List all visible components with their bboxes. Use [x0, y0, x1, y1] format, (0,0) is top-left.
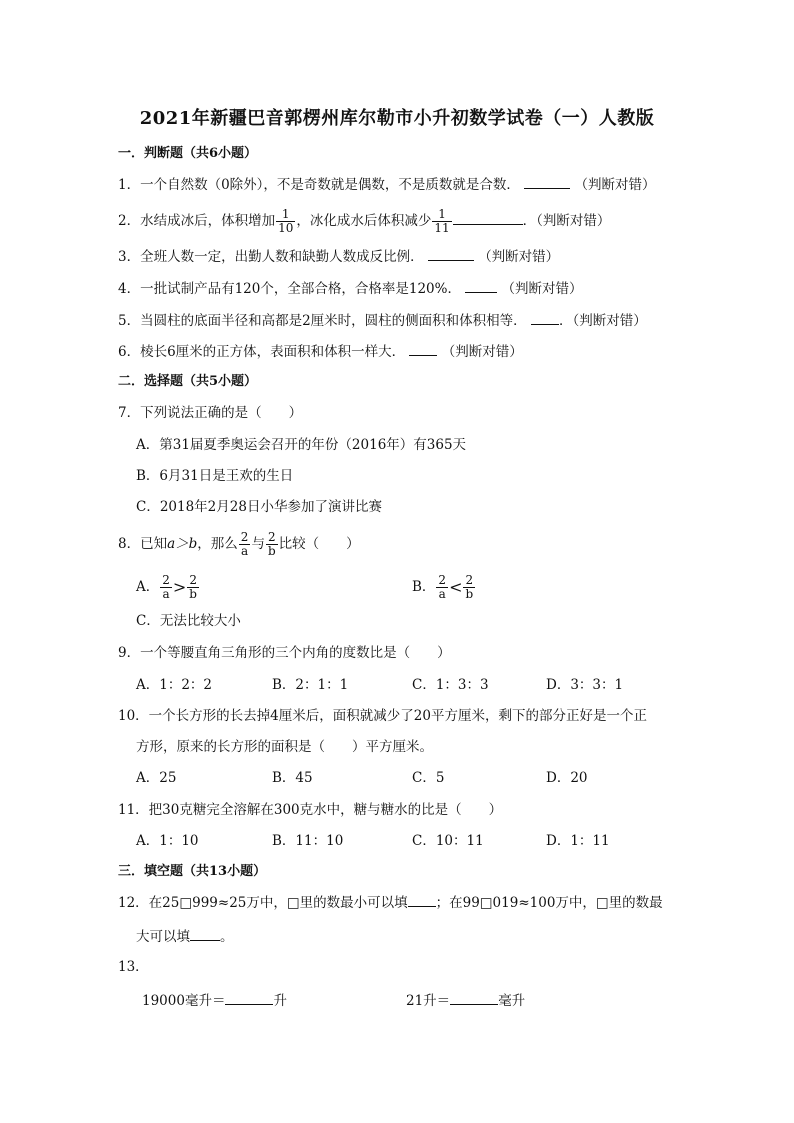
answer-blank[interactable] — [450, 990, 498, 1005]
fraction-numerator: 2 — [162, 573, 170, 587]
question-12-text-end: 大可以填 — [136, 929, 190, 945]
question-4-hint: （判断对错） — [501, 281, 583, 297]
option-10c[interactable]: C．5 — [412, 770, 445, 786]
section-heading-fill-in: 三．填空题（共13小题） — [118, 864, 267, 879]
question-2-hint: ．（判断对错） — [522, 213, 611, 229]
fraction-2-over-a — [239, 531, 251, 558]
option-11c[interactable]: C．10：11 — [412, 833, 484, 849]
question-9: 9．一个等腰直角三角形的三个内角的度数比是（ ） — [118, 645, 451, 661]
page-title: 2021年新疆巴音郭楞州库尔勒市小升初数学试卷（一）人教版 — [139, 108, 655, 129]
fraction-numerator: 2 — [266, 531, 278, 545]
fraction-denominator: 10 — [278, 221, 294, 235]
fraction-numerator: 2 — [438, 573, 447, 587]
question-12-line-2 — [136, 926, 234, 947]
question-6-hint: （判断对错） — [441, 344, 523, 360]
answer-blank[interactable] — [428, 246, 474, 261]
question-8-condition: a＞b — [167, 536, 198, 552]
question-8-with: 与 — [251, 536, 265, 552]
fraction-one-eleventh — [432, 208, 451, 235]
fraction-denominator: a — [241, 544, 249, 558]
section-heading-choice: 二．选择题（共5小题） — [118, 374, 258, 389]
fraction-denominator: b — [189, 587, 197, 601]
option-9c[interactable]: C．1：3：3 — [412, 677, 489, 693]
fraction-denominator: b — [465, 587, 474, 601]
fraction-numerator: 2 — [463, 574, 475, 588]
answer-blank[interactable] — [524, 174, 570, 189]
question-2 — [118, 208, 610, 235]
option-7b[interactable]: B．6月31日是王欢的生日 — [136, 468, 294, 484]
less-than-sign: < — [449, 577, 463, 597]
option-9b[interactable]: B．2：1：1 — [272, 677, 349, 693]
option-10b[interactable]: B．45 — [272, 770, 313, 786]
question-13-right — [406, 990, 525, 1011]
question-8-text-mid: ，那么 — [197, 536, 238, 552]
question-6-text: 6．棱长6厘米的正方体，表面积和体积一样大． — [118, 344, 406, 360]
fraction-2-over-b — [187, 574, 199, 601]
fraction-2-over-b — [266, 531, 278, 558]
question-2-text: 2．水结成冰后，体积增加 — [118, 213, 276, 229]
question-8-tail: 比较（ ） — [278, 536, 360, 552]
question-10-line-1: 10．一个长方形的长去掉4厘米后，面积就减少了20平方厘米，剩下的部分正好是一个正 — [118, 708, 647, 724]
question-13-left-unit: 升 — [273, 993, 287, 1009]
option-label: A． — [136, 579, 160, 595]
answer-blank[interactable] — [190, 926, 220, 941]
option-7a[interactable]: A．第31届夏季奥运会召开的年份（2016年）有365天 — [136, 437, 467, 453]
fraction-numerator: 2 — [240, 530, 249, 544]
option-9a[interactable]: A．1：2：2 — [136, 677, 213, 693]
option-10d[interactable]: D．20 — [546, 770, 588, 786]
option-8b[interactable] — [412, 574, 476, 601]
question-3 — [118, 246, 559, 267]
fraction-numerator: 2 — [187, 574, 199, 588]
answer-blank[interactable] — [225, 990, 273, 1005]
fraction-one-tenth — [276, 208, 295, 235]
question-1-text: 1．一个自然数（0除外），不是奇数就是偶数，不是质数就是合数． — [118, 177, 520, 193]
question-11: 11．把30克糖完全溶解在300克水中，糖与糖水的比是（ ） — [118, 802, 503, 818]
question-12-text: 12．在25□999≈25万中，□里的数最小可以填 — [118, 895, 408, 911]
option-11b[interactable]: B．11：10 — [272, 833, 344, 849]
answer-blank[interactable] — [408, 892, 436, 907]
question-13-label: 13． — [118, 959, 149, 975]
question-1 — [118, 174, 656, 195]
fraction-2-over-a — [160, 574, 172, 601]
fraction-denominator: a — [162, 587, 170, 601]
question-10-line-2: 方形，原来的长方形的面积是（ ）平方厘米。 — [136, 739, 433, 755]
answer-blank[interactable] — [465, 278, 497, 293]
fraction-numerator: 1 — [432, 208, 451, 222]
fraction-denominator: 11 — [434, 221, 450, 235]
question-4 — [118, 278, 583, 299]
answer-blank[interactable] — [409, 341, 437, 356]
question-3-text: 3．全班人数一定，出勤人数和缺勤人数成反比例． — [118, 249, 424, 265]
question-2-text-mid: ，冰化成水后体积减少 — [296, 213, 432, 229]
fraction-2-over-b — [463, 574, 475, 601]
option-8c[interactable]: C．无法比较大小 — [136, 613, 241, 629]
option-8a[interactable] — [136, 574, 200, 601]
question-8-text: 8．已知 — [118, 536, 168, 552]
greater-than-sign: > — [172, 577, 187, 597]
fraction-numerator: 1 — [276, 208, 295, 222]
fraction-denominator: a — [438, 587, 446, 601]
option-7c[interactable]: C．2018年2月28日小华参加了演讲比赛 — [136, 499, 382, 515]
question-5 — [118, 310, 647, 331]
fraction-denominator: b — [267, 544, 276, 558]
section-heading-judgement: 一．判断题（共6小题） — [118, 146, 258, 161]
option-9d[interactable]: D．3：3：1 — [546, 677, 624, 693]
question-7: 7．下列说法正确的是（ ） — [118, 405, 303, 421]
fraction-2-over-a — [436, 574, 448, 601]
question-5-text: 5．当圆柱的底面半径和高都是2厘米时，圆柱的侧面积和体积相等． — [118, 313, 527, 329]
option-10a[interactable]: A．25 — [136, 770, 177, 786]
option-label: B． — [412, 579, 436, 595]
question-3-hint: （判断对错） — [478, 249, 560, 265]
answer-blank[interactable] — [453, 210, 523, 225]
question-13-right-unit: 毫升 — [498, 993, 526, 1009]
question-12-text-mid: ；在99□019≈100万中，□里的数最 — [435, 895, 663, 911]
option-11d[interactable]: D．1：11 — [546, 833, 610, 849]
question-5-hint: ．（判断对错） — [558, 313, 647, 329]
question-12-line-1 — [118, 892, 663, 913]
answer-blank[interactable] — [531, 310, 559, 325]
question-13-left-text: 19000毫升＝ — [142, 993, 226, 1009]
question-4-text: 4．一批试制产品有120个，全部合格，合格率是120%． — [118, 281, 461, 297]
question-12-period: 。 — [220, 929, 234, 945]
question-8 — [118, 531, 360, 558]
question-13-left — [142, 990, 287, 1011]
question-6 — [118, 341, 523, 362]
option-11a[interactable]: A．1：10 — [136, 833, 199, 849]
question-1-hint: （判断对错） — [574, 177, 656, 193]
question-13-right-text: 21升＝ — [406, 993, 451, 1009]
